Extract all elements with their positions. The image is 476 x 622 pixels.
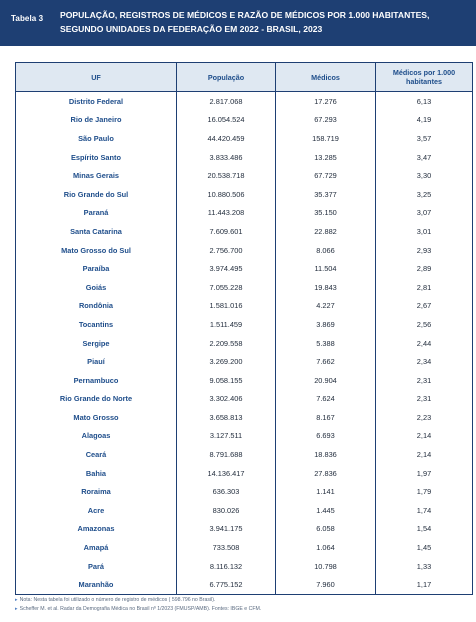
cell-medicos: 6.058 [276, 520, 376, 539]
cell-medicos: 1.064 [276, 538, 376, 557]
cell-populacao: 3.127.511 [177, 427, 276, 446]
cell-uf: Santa Catarina [16, 222, 177, 241]
cell-uf: Piauí [16, 352, 177, 371]
cell-medicos: 6.693 [276, 427, 376, 446]
table-row [16, 278, 473, 297]
cell-razao: 1,54 [376, 520, 473, 539]
table-row [16, 222, 473, 241]
cell-uf: Tocantins [16, 315, 177, 334]
cell-populacao: 2.817.068 [177, 92, 276, 111]
column-header-populacao: População [177, 63, 276, 92]
cell-medicos: 1.445 [276, 501, 376, 520]
cell-razao: 3,25 [376, 185, 473, 204]
cell-medicos: 19.843 [276, 278, 376, 297]
cell-medicos: 27.836 [276, 464, 376, 483]
cell-razao: 2,89 [376, 259, 473, 278]
table-row [16, 520, 473, 539]
cell-medicos: 158.719 [276, 129, 376, 148]
table-row [16, 427, 473, 446]
table-row [16, 315, 473, 334]
table-row [16, 408, 473, 427]
cell-populacao: 9.058.155 [177, 371, 276, 390]
cell-uf: Amapá [16, 538, 177, 557]
cell-razao: 2,31 [376, 371, 473, 390]
cell-razao: 1,97 [376, 464, 473, 483]
cell-razao: 2,34 [376, 352, 473, 371]
cell-razao: 2,67 [376, 297, 473, 316]
table-row [16, 538, 473, 557]
cell-razao: 3,30 [376, 166, 473, 185]
cell-medicos: 67.293 [276, 111, 376, 130]
cell-razao: 1,79 [376, 482, 473, 501]
cell-uf: Mato Grosso [16, 408, 177, 427]
cell-razao: 2,31 [376, 390, 473, 409]
cell-medicos: 18.836 [276, 445, 376, 464]
footnote-1 [15, 596, 465, 605]
cell-populacao: 3.941.175 [177, 520, 276, 539]
cell-razao: 3,07 [376, 204, 473, 223]
cell-populacao: 11.443.208 [177, 204, 276, 223]
table-row [16, 390, 473, 409]
cell-uf: Maranhão [16, 575, 177, 594]
cell-uf: Paraíba [16, 259, 177, 278]
table-row [16, 334, 473, 353]
cell-razao: 4,19 [376, 111, 473, 130]
footnote-2 [15, 605, 465, 614]
data-table [15, 62, 473, 595]
table-row [16, 166, 473, 185]
cell-razao: 2,14 [376, 445, 473, 464]
table-row [16, 204, 473, 223]
cell-razao: 2,56 [376, 315, 473, 334]
table-row [16, 575, 473, 594]
cell-medicos: 35.150 [276, 204, 376, 223]
table-row [16, 445, 473, 464]
cell-uf: Rio Grande do Norte [16, 390, 177, 409]
cell-uf: São Paulo [16, 129, 177, 148]
cell-uf: Acre [16, 501, 177, 520]
cell-populacao: 830.026 [177, 501, 276, 520]
table-row [16, 129, 473, 148]
cell-populacao: 8.791.688 [177, 445, 276, 464]
cell-razao: 3,57 [376, 129, 473, 148]
cell-razao: 1,45 [376, 538, 473, 557]
cell-populacao: 636.303 [177, 482, 276, 501]
table-row [16, 185, 473, 204]
cell-uf: Goiás [16, 278, 177, 297]
cell-medicos: 67.729 [276, 166, 376, 185]
cell-populacao: 3.302.406 [177, 390, 276, 409]
cell-populacao: 2.209.558 [177, 334, 276, 353]
cell-razao: 6,13 [376, 92, 473, 111]
column-header-medicos-por-1000: Médicos por 1.000 habitantes [376, 63, 473, 92]
table-row [16, 352, 473, 371]
cell-medicos: 7.624 [276, 390, 376, 409]
cell-medicos: 7.662 [276, 352, 376, 371]
cell-populacao: 3.974.495 [177, 259, 276, 278]
cell-razao: 1,74 [376, 501, 473, 520]
cell-populacao: 44.420.459 [177, 129, 276, 148]
cell-uf: Amazonas [16, 520, 177, 539]
cell-populacao: 1.511.459 [177, 315, 276, 334]
cell-razao: 1,33 [376, 557, 473, 576]
cell-uf: Distrito Federal [16, 92, 177, 111]
arrow-icon: ▸ [15, 606, 18, 612]
column-header-uf: UF [16, 63, 177, 92]
cell-medicos: 3.869 [276, 315, 376, 334]
cell-uf: Rio Grande do Sul [16, 185, 177, 204]
cell-uf: Pará [16, 557, 177, 576]
data-table-container [15, 62, 472, 595]
title-line-2: SEGUNDO UNIDADES DA FEDERAÇÃO EM 2022 - BRASIL, 2023 [60, 24, 323, 34]
cell-uf: Roraima [16, 482, 177, 501]
title-line-1: POPULAÇÃO, REGISTROS DE MÉDICOS E RAZÃO DE MÉDICOS POR 1.000 HABITANTES, [60, 10, 430, 20]
cell-uf: Minas Gerais [16, 166, 177, 185]
footnote-1-text: Nota: Nesta tabela foi utilizado o número de registro de médicos ( 598.796 no Brasil). [19, 597, 216, 603]
cell-populacao: 16.054.524 [177, 111, 276, 130]
footnotes [15, 596, 465, 614]
cell-razao: 2,93 [376, 241, 473, 260]
cell-medicos: 11.504 [276, 259, 376, 278]
cell-medicos: 22.882 [276, 222, 376, 241]
table-row [16, 501, 473, 520]
cell-razao: 2,44 [376, 334, 473, 353]
table-row [16, 241, 473, 260]
cell-uf: Pernambuco [16, 371, 177, 390]
cell-populacao: 7.055.228 [177, 278, 276, 297]
cell-medicos: 8.066 [276, 241, 376, 260]
table-header-bar [0, 0, 476, 46]
cell-populacao: 7.609.601 [177, 222, 276, 241]
cell-razao: 2,14 [376, 427, 473, 446]
cell-populacao: 2.756.700 [177, 241, 276, 260]
cell-razao: 3,47 [376, 148, 473, 167]
arrow-icon: ▸ [15, 597, 18, 603]
cell-razao: 2,81 [376, 278, 473, 297]
cell-razao: 2,23 [376, 408, 473, 427]
cell-medicos: 35.377 [276, 185, 376, 204]
cell-medicos: 10.798 [276, 557, 376, 576]
cell-uf: Rio de Janeiro [16, 111, 177, 130]
cell-populacao: 6.775.152 [177, 575, 276, 594]
table-row [16, 92, 473, 111]
cell-medicos: 7.960 [276, 575, 376, 594]
table-row [16, 482, 473, 501]
cell-populacao: 3.833.486 [177, 148, 276, 167]
cell-medicos: 4.227 [276, 297, 376, 316]
cell-medicos: 1.141 [276, 482, 376, 501]
table-row [16, 557, 473, 576]
cell-uf: Bahia [16, 464, 177, 483]
cell-medicos: 8.167 [276, 408, 376, 427]
cell-uf: Rondônia [16, 297, 177, 316]
header-row [16, 63, 473, 92]
cell-populacao: 1.581.016 [177, 297, 276, 316]
cell-medicos: 13.285 [276, 148, 376, 167]
cell-populacao: 8.116.132 [177, 557, 276, 576]
cell-razao: 1,17 [376, 575, 473, 594]
cell-uf: Sergipe [16, 334, 177, 353]
table-number-label: Tabela 3 [11, 14, 44, 23]
table-row [16, 371, 473, 390]
cell-uf: Ceará [16, 445, 177, 464]
cell-medicos: 20.904 [276, 371, 376, 390]
cell-populacao: 20.538.718 [177, 166, 276, 185]
cell-populacao: 3.269.200 [177, 352, 276, 371]
cell-uf: Espírito Santo [16, 148, 177, 167]
cell-uf: Paraná [16, 204, 177, 223]
cell-populacao: 733.508 [177, 538, 276, 557]
table-row [16, 148, 473, 167]
cell-medicos: 5.388 [276, 334, 376, 353]
cell-populacao: 14.136.417 [177, 464, 276, 483]
table-row [16, 259, 473, 278]
column-header-medicos: Médicos [276, 63, 376, 92]
cell-populacao: 10.880.506 [177, 185, 276, 204]
cell-uf: Alagoas [16, 427, 177, 446]
cell-uf: Mato Grosso do Sul [16, 241, 177, 260]
cell-razao: 3,01 [376, 222, 473, 241]
table-row [16, 297, 473, 316]
table-row [16, 464, 473, 483]
cell-medicos: 17.276 [276, 92, 376, 111]
cell-populacao: 3.658.813 [177, 408, 276, 427]
table-row [16, 111, 473, 130]
table-body [16, 92, 473, 595]
footnote-2-text: Scheffer M. et al. Radar da Demografia Médica no Brasil nº 1/2023 (FMUSP/AMB). Fontes: IBGE e CFM. [19, 606, 262, 612]
table-title [60, 8, 460, 36]
